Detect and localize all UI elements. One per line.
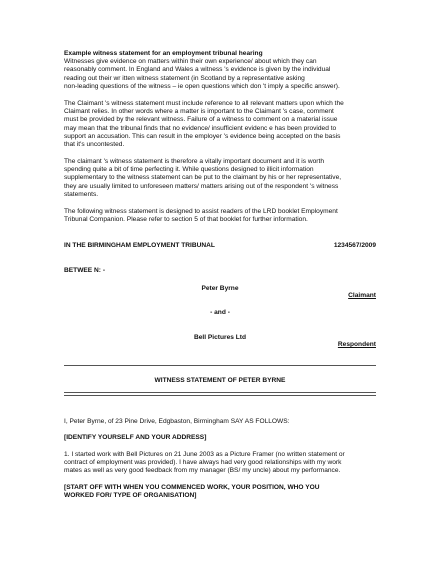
case-number: 1234567/2009 xyxy=(333,242,376,249)
respondent-name: Bell Pictures Ltd xyxy=(193,334,247,341)
text-line: non-leading questions of the witness – ie open questions which don 't imply a specific answer). xyxy=(64,82,340,90)
intro-paragraph-2 xyxy=(64,100,376,149)
between-label: BETWEE N: - xyxy=(64,267,106,274)
statement-opening: I, Peter Byrne, of 23 Pine Drive, Edgbaston, Birmingham SAY AS FOLLOWS: xyxy=(64,418,290,425)
text-line: contract of employment was provided). I have always had very good relationships with my work xyxy=(64,459,342,467)
text-line: they are usually limited to unforeseen matters/ matters arising out of the respondent 's witness xyxy=(64,182,339,190)
intro-paragraph-1 xyxy=(64,58,376,91)
text-line: must be provided by the relevant witness. Failure of a witness to comment on a material issue xyxy=(64,116,338,124)
text-line: The Claimant 's witness statement must include reference to all relevant matters upon which the xyxy=(64,100,344,107)
text-line: statements. xyxy=(64,190,99,198)
document-title: Example witness statement for an employment tribunal hearing xyxy=(64,50,263,57)
text-line: mates as well as very good feedback from my manager (BS/ my uncle) about my performance. xyxy=(64,467,341,475)
text-line: The claimant 's witness statement is therefore a vitally important document and it is worth xyxy=(64,158,324,165)
text-line: The following witness statement is designed to assist readers of the LRD booklet Employment xyxy=(64,208,338,215)
statement-paragraph-1 xyxy=(64,451,376,476)
text-line: supplementary to the witness statement can be put to the claimant by his or her representative, xyxy=(64,174,342,182)
text-line: reading out their wr itten witness statement (in Scotland by a representative asking xyxy=(64,74,305,82)
text-line: reasonably comment. In England and Wales a witness 's evidence is given by the individual xyxy=(64,66,331,74)
tribunal-name: IN THE BIRMINGHAM EMPLOYMENT TRIBUNAL xyxy=(64,242,215,249)
intro-section xyxy=(64,50,376,91)
text-line: 1. I started work with Bell Pictures on 21 June 2003 as a Picture Framer (no written statement or xyxy=(64,451,345,458)
intro-paragraph-3 xyxy=(64,158,376,199)
claimant-label: Claimant xyxy=(348,292,376,299)
text-line: [START OFF WITH WHEN YOU COMMENCED WORK, YOUR POSITION, WHO YOU xyxy=(64,484,320,491)
text-line: may mean that the tribunal finds that no evidence/ insufficient evidenc e has been provided to xyxy=(64,124,337,132)
claimant-name: Peter Byrne xyxy=(201,285,239,292)
section-heading-work xyxy=(64,484,376,500)
text-line: WORKED FOR/ TYPE OF ORGANISATION] xyxy=(64,492,197,500)
section-heading-identify: [IDENTIFY YOURSELF AND YOUR ADDRESS] xyxy=(64,434,207,441)
text-line: spending quite a bit of time perfecting it. While questions designed to illicit information xyxy=(64,166,314,174)
respondent-label: Respondent xyxy=(337,341,376,348)
intro-paragraph-4 xyxy=(64,208,376,224)
and-separator: - and - xyxy=(210,309,230,316)
case-header xyxy=(64,242,376,250)
text-line: that it's uncontested. xyxy=(64,141,125,149)
divider-double-line xyxy=(64,392,376,396)
statement-heading: WITNESS STATEMENT OF PETER BYRNE xyxy=(154,377,286,384)
text-line: support an accusation. This can result in the employer 's evidence being accepted on the basis xyxy=(64,132,341,140)
text-line: Claimant relies. In other words where a matter is important to the Claimant 's case, comment xyxy=(64,108,334,116)
text-line: Witnesses give evidence on matters within their own experience/ about which they can xyxy=(64,58,317,66)
text-line: Tribunal Companion. Please refer to section 5 of that booklet for further information. xyxy=(64,216,308,224)
divider-line xyxy=(64,365,376,366)
